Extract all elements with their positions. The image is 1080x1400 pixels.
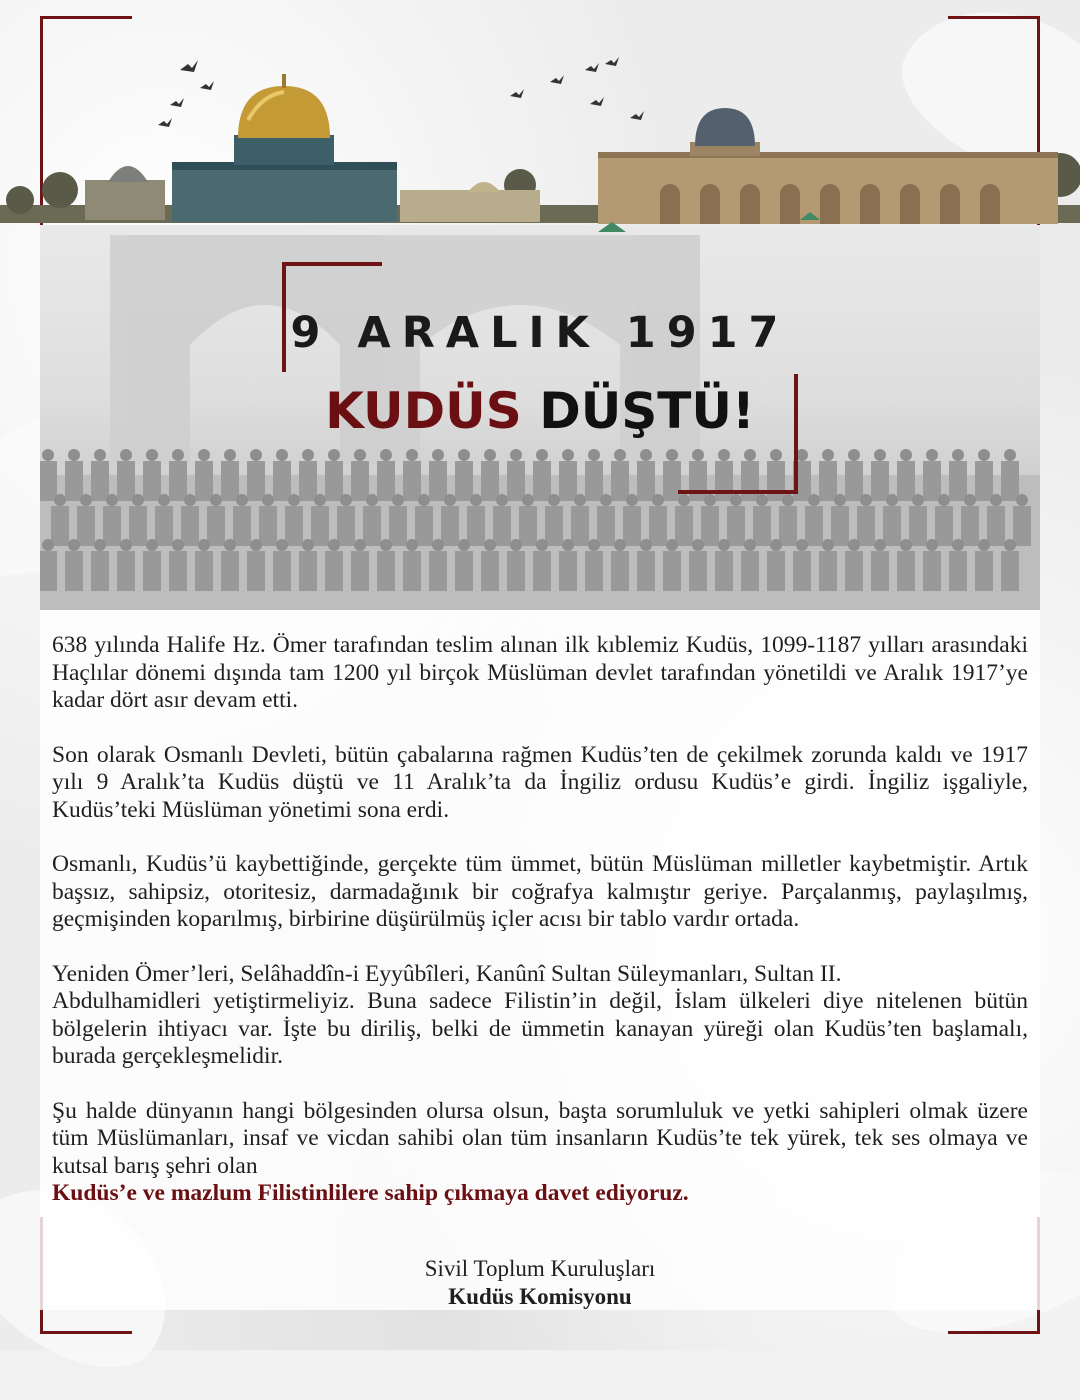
paragraph-4-line-1: Yeniden Ömer’leri, Selâhaddîn-i Eyyûbîleri, Kanûnî Sultan Süleymanları, Sultan II. — [52, 960, 842, 987]
paragraph-5-text: Şu halde dünyanın hangi bölgesinden olursa olsun, başta sorumluluk ve yetki sahipleri olmak üzere tüm Müslümanları, insaf ve vicdan sahibi olan tüm insanların Kudüs’te tek yürek, tek ses olmaya ve kutsal barış şehri olan — [52, 1097, 1028, 1179]
jerusalem-skyline — [0, 0, 1080, 240]
title-dark-word: DÜŞTÜ! — [539, 382, 755, 440]
paragraph-1: 638 yılında Halife Hz. Ömer tarafından teslim alınan ilk kıblemiz Kudüs, 1099-1187 yılları arasındaki Haçlılar dönemi dışında tam 1200 yıl birçok Müslüman devlet tarafından yönetildi ve Aralık 1917’ye kadar dört asır devam etti. — [52, 632, 1028, 713]
paragraph-2: Son olarak Osmanlı Devleti, bütün çabalarına rağmen Kudüs’ten de çekilmek zorunda kaldı ve 1917 yılı 9 Aralık’ta Kudüs düştü ve 11 Aralık’ta da İngiliz ordusu Kudüs’e girdi. İngiliz işgaliyle, Kudüs’teki Müslüman yönetimi sona erdi. — [52, 741, 1028, 823]
dome-of-the-rock — [172, 74, 397, 222]
title-red-word: KUDÜS — [325, 382, 522, 440]
title-date: 9 ARALIK 1917 — [290, 308, 790, 358]
al-aqsa-mosque — [598, 108, 1058, 224]
title-box — [282, 262, 798, 494]
paragraph-5 — [52, 1098, 1028, 1208]
paragraph-4 — [52, 961, 1028, 1071]
signature-commission: Kudüs Komisyonu — [448, 1284, 632, 1309]
paragraph-3: Osmanlı, Kudüs’ü kaybettiğinde, gerçekte tüm ümmet, bütün Müslüman milletler kaybetmiştir. Artık başsız, sahipsiz, otoritesiz, darmadağınık bir coğrafya kalmıştır geriye. Parçalanmış, paylaşılmış, geçmişinden koparılmış, birbirine düşürülmüş içler acısı bir tablo vardır ortada. — [52, 851, 1028, 932]
signature-organizations: Sivil Toplum Kuruluşları — [424, 1256, 656, 1281]
small-dome-building — [85, 166, 165, 220]
paragraph-4-rest: Abdulhamidleri yetiştirmeliyiz. Buna sadece Filistin’in değil, İslam ülkeleri diye nitelenen bütün bölgelerin ihtiyacı var. İşte bu diriliş, belki de ümmetin kanayan yüreği olan Kudüs’ten başlamalı, burada gerçekleşmelidir. — [52, 988, 1028, 1069]
body-text — [52, 632, 1028, 1208]
page-title — [282, 382, 798, 440]
call-to-action: Kudüs’e ve mazlum Filistinlilere sahip çıkmaya davet ediyoruz. — [52, 1180, 689, 1206]
birds-icon — [158, 57, 644, 127]
